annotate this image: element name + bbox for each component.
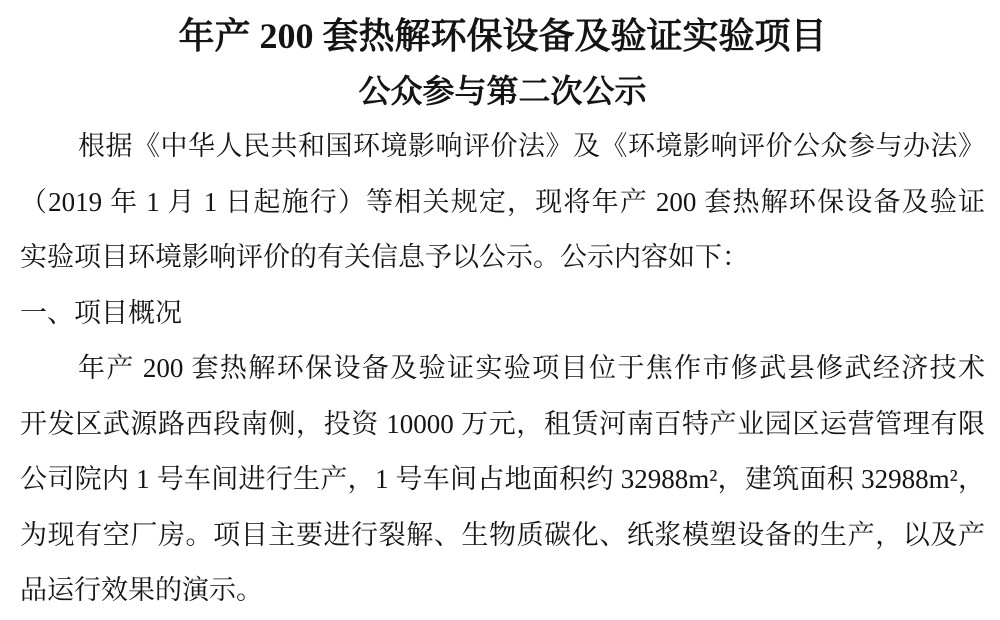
section-heading-project-overview: 一、项目概况 [20, 297, 182, 328]
paragraph-2-line-2: 开发区武源路西段南侧，投资 10000 万元，租赁河南百特产业园区运营管理有限 [20, 408, 985, 439]
paragraph-2-line-1: 年产 200 套热解环保设备及验证实验项目位于焦作市修武县修武经济技术 [78, 353, 985, 383]
paragraph-1-line-1: 根据《中华人民共和国环境影响评价法》及《环境影响评价公众参与办法》 [78, 131, 985, 161]
document-title-line-2: 公众参与第二次公示 [358, 73, 647, 109]
paragraph-2-line-3: 公司院内 1 号车间进行生产，1 号车间占地面积约 32988m²，建筑面积 32988m²， [20, 464, 985, 494]
paragraph-1-line-2: （2019 年 1 月 1 日起施行）等相关规定，现将年产 200 套热解环保设备及验证 [20, 186, 985, 217]
paragraph-1-line-3: 实验项目环境影响评价的有关信息予以公示。公示内容如下： [20, 242, 749, 272]
document-title-line-1: 年产 200 套热解环保设备及验证实验项目 [178, 16, 827, 56]
paragraph-2-line-5: 品运行效果的演示。 [20, 575, 263, 605]
paragraph-2-line-4: 为现有空厂房。项目主要进行裂解、生物质碳化、纸浆模塑设备的生产，以及产 [20, 519, 985, 550]
